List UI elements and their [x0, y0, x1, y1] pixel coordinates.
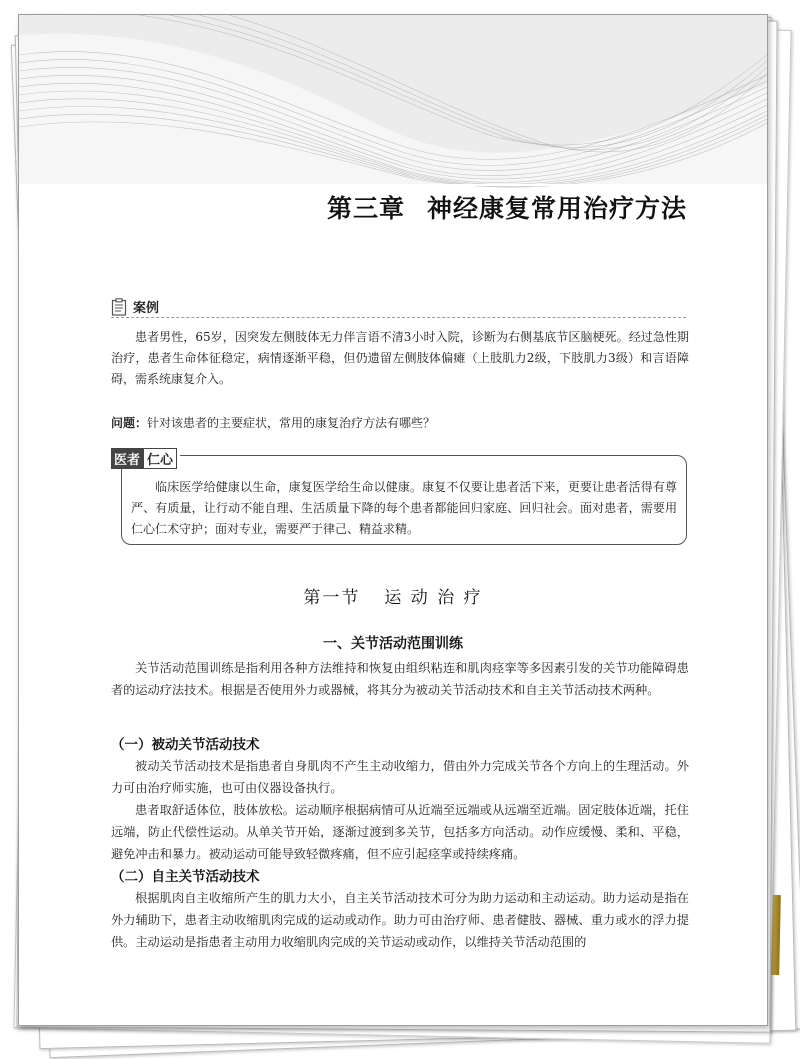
document-page [18, 14, 768, 1026]
case-body: 患者男性，65岁，因突发左侧肢体无力伴言语不清3小时入院，诊断为右侧基底节区脑梗死。经过急性期治疗，患者生命体征稳定，病情逐渐平稳，但仍遗留左侧肢体偏瘫（上肢肌力2级，下肢肌力3级）和言语障碍，需系统康复介入。 [111, 330, 689, 386]
section-number: 第一节 [303, 588, 361, 608]
active-paragraph-1: 根据肌肉自主收缩所产生的肌力大小，自主关节活动技术可分为助力运动和主动运动。助力运动是指在外力辅助下，患者主动收缩肌肉完成的运动或动作。助力可由治疗师、患者健肢、器械、重力或水的浮力提供。主动运动是指患者主动用力收缩肌肉完成的关节运动或动作，以维持关节活动范围的 [111, 891, 689, 949]
chapter-title [327, 189, 687, 225]
question-label: 问题： [111, 416, 148, 430]
chapter-name: 神经康复常用治疗方法 [426, 194, 687, 223]
case-label: 案例 [133, 301, 160, 316]
passive-paragraph-2: 患者取舒适体位，肢体放松。运动顺序根据病情可从近端至远端或从远端至近端。固定肢体近端，托住远端，防止代偿性运动。从单关节开始，逐渐过渡到多关节，包括多方向活动。动作应缓慢、柔和、平稳，避免冲击和暴力。被动运动可能导致轻微疼痛，但不应引起痉挛或持续疼痛。 [111, 803, 689, 861]
case-question [111, 413, 691, 433]
header-wave-decoration [19, 15, 767, 215]
section-title [19, 583, 767, 608]
chapter-number: 第三章 [326, 194, 405, 223]
case-heading [111, 297, 159, 316]
case-divider [111, 317, 686, 318]
passive-paragraph-1: 被动关节活动技术是指患者自身肌肉不产生主动收缩力，借由外力完成关节各个方向上的生理活动。外力可由治疗师实施，也可由仪器设备执行。 [111, 759, 689, 795]
page-edge-accent [771, 895, 781, 975]
note-tag [111, 448, 180, 469]
clipboard-icon [111, 298, 127, 316]
note-tag-part-2: 仁心 [143, 448, 177, 469]
section-intro: 关节活动范围训练是指利用各种方法维持和恢复由组织粘连和肌肉痉挛等多因素引发的关节功能障碍患者的运动疗法技术。根据是否使用外力或器械，将其分为被动关节活动技术和自主关节活动技术两种。 [111, 661, 689, 697]
subsection-title: 一、关节活动范围训练 [323, 636, 463, 652]
question-text: 针对该患者的主要症状，常用的康复治疗方法有哪些？ [147, 416, 436, 430]
passive-heading: （一）被动关节活动技术 [111, 737, 260, 753]
note-body: 临床医学给健康以生命，康复医学给生命以健康。康复不仅要让患者活下来，更要让患者活得有尊严、有质量，让行动不能自理、生活质量下降的每个患者都能回归家庭、回归社会。面对患者，需要用仁心仁术守护；面对专业，需要严于律己、精益求精。 [131, 480, 677, 536]
section-name: 运 动 治 疗 [384, 588, 483, 608]
note-tag-part-1: 医者 [111, 448, 143, 469]
active-heading: （二）自主关节活动技术 [111, 869, 260, 885]
